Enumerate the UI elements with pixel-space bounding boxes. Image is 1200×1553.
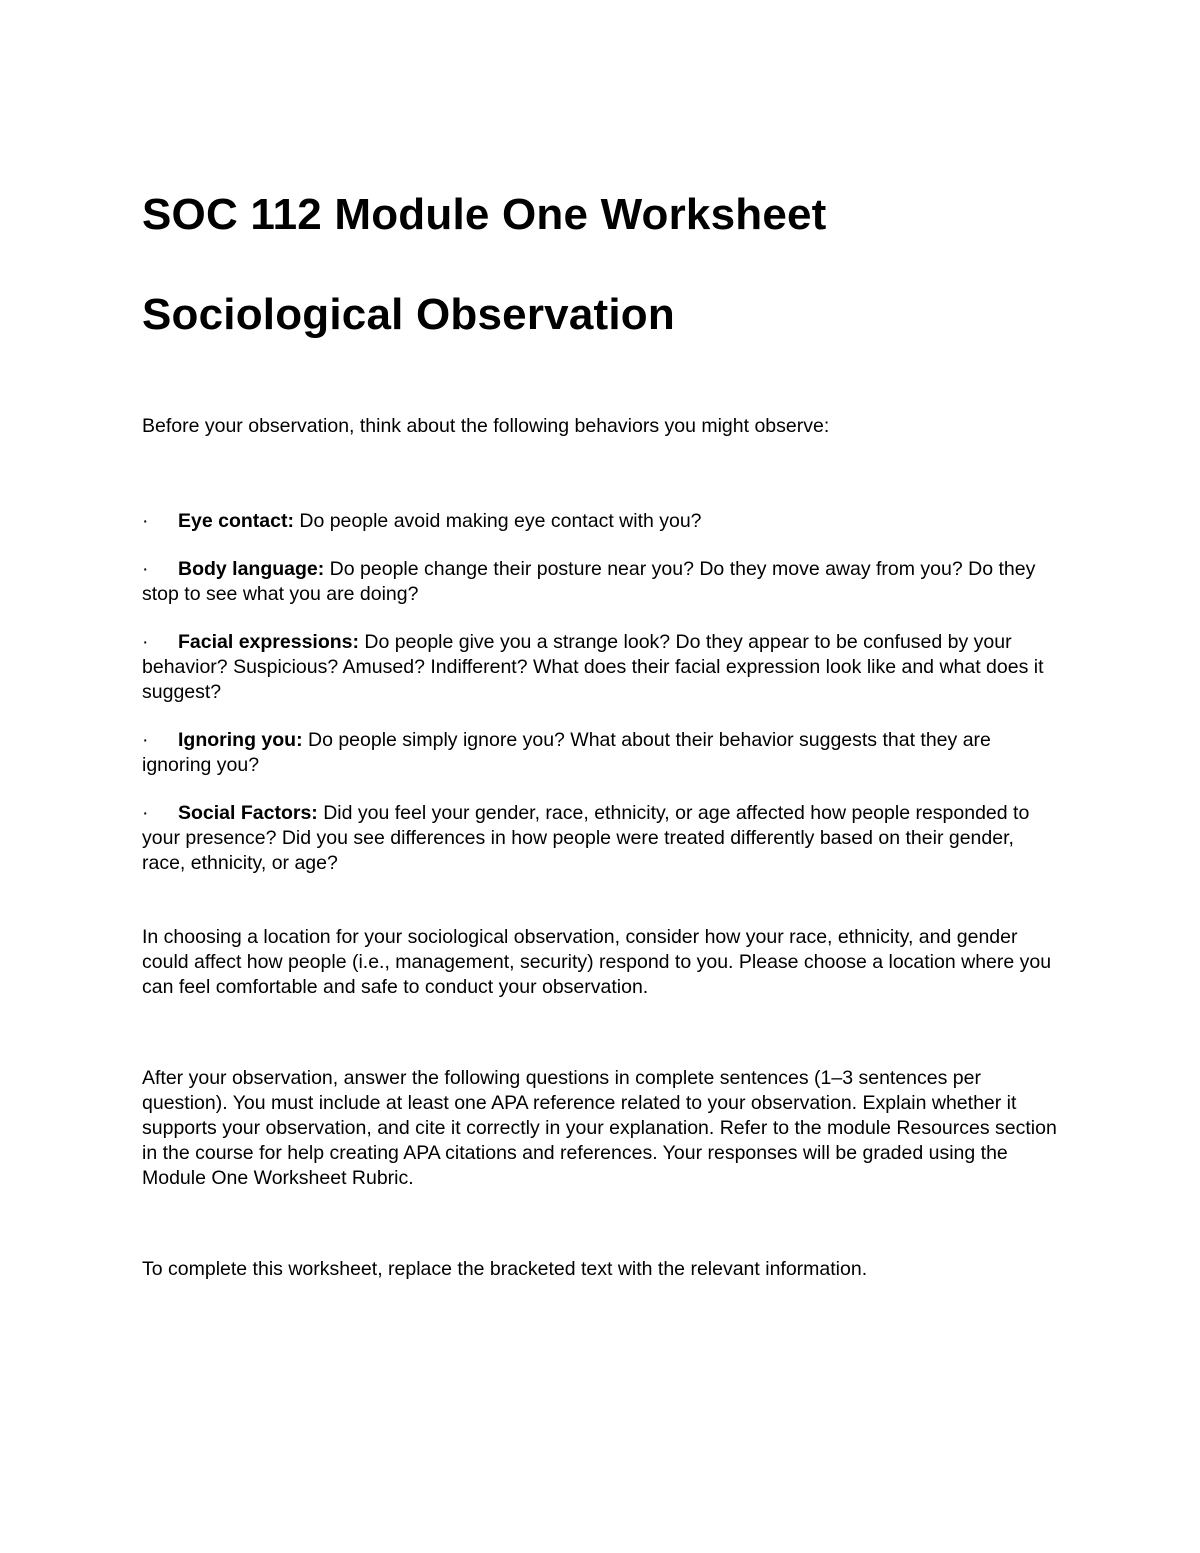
bullet-dot: ·: [142, 729, 149, 751]
bullet-term: Body language:: [178, 558, 325, 580]
bullet-text: Do people change their posture near you? Do they move away from you? Do they stop to see what you are doing?: [142, 558, 1036, 605]
bullet-text: Did you feel your gender, race, ethnicity, or age affected how people responded to your presence? Did you see differences in how people were treated differently based on their gender, race, ethnicity, or age?: [142, 802, 1030, 874]
bullet-text: Do people simply ignore you? What about their behavior suggests that they are ignoring you?: [142, 729, 991, 776]
document-content: [142, 188, 1062, 1282]
document-subtitle: Sociological Observation: [142, 290, 675, 339]
bullet-eye-contact: [142, 509, 1062, 534]
bullet-text: Do people avoid making eye contact with you?: [293, 510, 702, 532]
bullet-term: Social Factors:: [178, 802, 318, 824]
bullet-dot: ·: [142, 631, 149, 653]
bullet-term: Eye contact:: [178, 510, 294, 532]
bullet-term: Ignoring you:: [178, 729, 303, 751]
location-paragraph: In choosing a location for your sociological observation, consider how your race, ethnicity, and gender could affect how people (i.e., management, security) respond to you. Please choose a location where you can feel comfortable and safe to conduct your observation.: [142, 926, 1052, 998]
completion-instructions: To complete this worksheet, replace the bracketed text with the relevant information.: [142, 1258, 868, 1280]
bullet-body-language: [142, 557, 1062, 607]
intro-paragraph: Before your observation, think about the following behaviors you might observe:: [142, 415, 830, 437]
bullet-dot: ·: [142, 558, 149, 580]
bullet-facial-expressions: [142, 630, 1062, 705]
behavior-list: [142, 509, 1062, 876]
after-observation-paragraph: After your observation, answer the following questions in complete sentences (1–3 sentences per question). You must include at least one APA reference related to your observation. Explain whether it supports your observation, and cite it correctly in your explanation. Refer to the module Resources section in the course for help creating APA citations and references. Your responses will be graded using the Module One Worksheet Rubric.: [142, 1067, 1057, 1189]
bullet-dot: ·: [142, 510, 149, 532]
bullet-social-factors: [142, 801, 1062, 876]
bullet-term: Facial expressions:: [178, 631, 360, 653]
bullet-ignoring-you: [142, 728, 1062, 778]
bullet-dot: ·: [142, 802, 149, 824]
document-title: SOC 112 Module One Worksheet: [142, 190, 827, 239]
bullet-text: Do people give you a strange look? Do they appear to be confused by your behavior? Suspicious? Amused? Indifferent? What does their facial expression look like and what does it suggest?: [142, 631, 1044, 703]
